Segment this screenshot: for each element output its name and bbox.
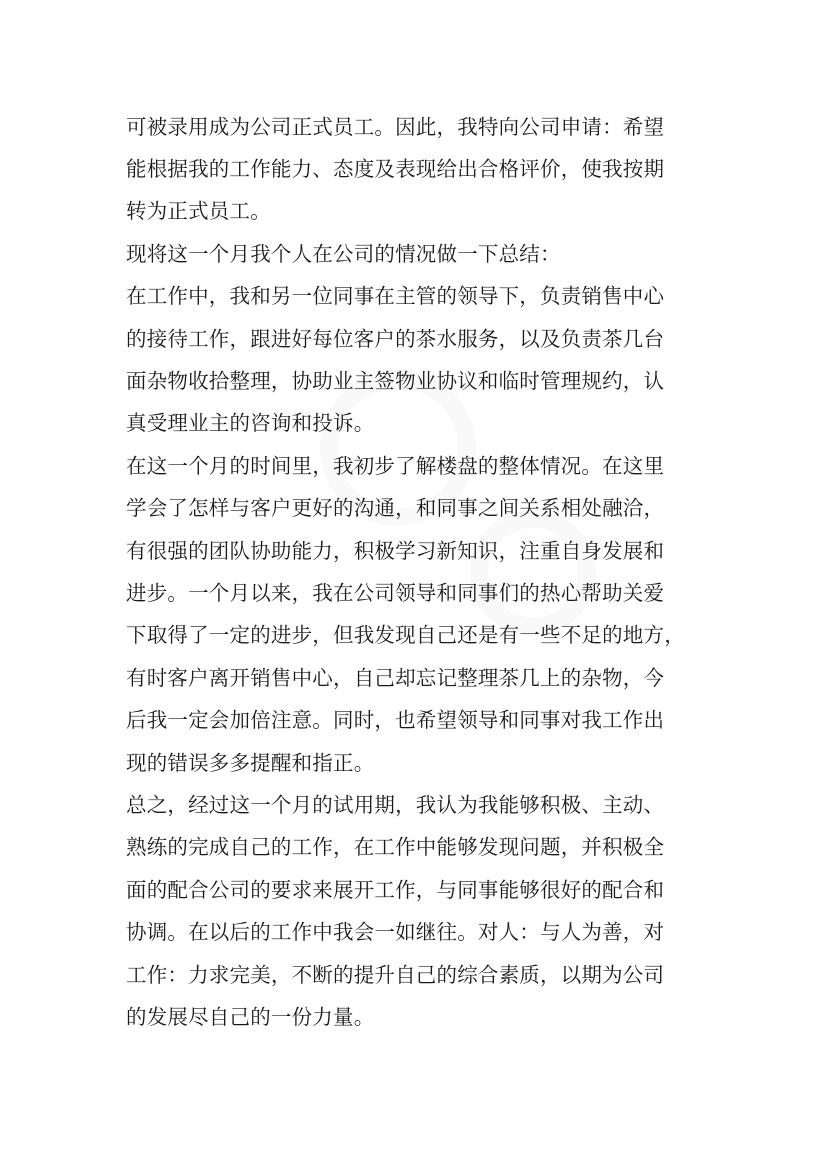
paragraph-line: 可被录用成为公司正式员工。因此，我特向公司申请：希望 xyxy=(126,115,665,139)
paragraph-line: 现将这一个月我个人在公司的情况做一下总结： xyxy=(126,242,561,266)
paragraph-line: 能根据我的工作能力、态度及表现给出合格评价，使我按期 xyxy=(126,157,665,181)
paragraph-line: 总之，经过这一个月的试用期，我认为我能够积极、主动、 xyxy=(126,793,665,817)
paragraph-line: 学会了怎样与客户更好的沟通，和同事之间关系相处融洽， xyxy=(126,496,665,520)
paragraph-line: 后我一定会加倍注意。同时，也希望领导和同事对我工作出 xyxy=(126,708,665,732)
paragraph-line: 真受理业主的咨询和投诉。 xyxy=(126,411,375,435)
watermark-shape xyxy=(470,510,596,636)
paragraph-line: 下取得了一定的进步，但我发现自己还是有一些不足的地方， xyxy=(126,623,685,647)
paragraph-line: 的发展尽自己的一份力量。 xyxy=(126,1005,375,1029)
paragraph-line: 协调。在以后的工作中我会一如继往。对人：与人为善，对 xyxy=(126,920,665,944)
paragraph-line: 转为正式员工。 xyxy=(126,199,271,223)
paragraph-line: 有时客户离开销售中心，自己却忘记整理茶几上的杂物，今 xyxy=(126,666,665,690)
paragraph-line: 面的配合公司的要求来展开工作，与同事能够很好的配合和 xyxy=(126,878,665,902)
paragraph-line: 现的错误多多提醒和指正。 xyxy=(126,751,375,775)
paragraph-line: 的接待工作，跟进好每位客户的茶水服务，以及负责茶几台 xyxy=(126,327,665,351)
paragraph-line: 在这一个月的时间里，我初步了解楼盘的整体情况。在这里 xyxy=(126,454,665,478)
paragraph-line: 在工作中，我和另一位同事在主管的领导下，负责销售中心 xyxy=(126,284,665,308)
paragraph-line: 工作：力求完美，不断的提升自己的综合素质，以期为公司 xyxy=(126,963,665,987)
paragraph-line: 进步。一个月以来，我在公司领导和同事们的热心帮助关爱 xyxy=(126,581,665,605)
paragraph-line: 熟练的完成自己的工作，在工作中能够发现问题，并积极全 xyxy=(126,835,665,859)
paragraph-line: 面杂物收拾整理，协助业主签物业协议和临时管理规约，认 xyxy=(126,369,665,393)
paragraph-line: 有很强的团队协助能力，积极学习新知识，注重自身发展和 xyxy=(126,539,665,563)
